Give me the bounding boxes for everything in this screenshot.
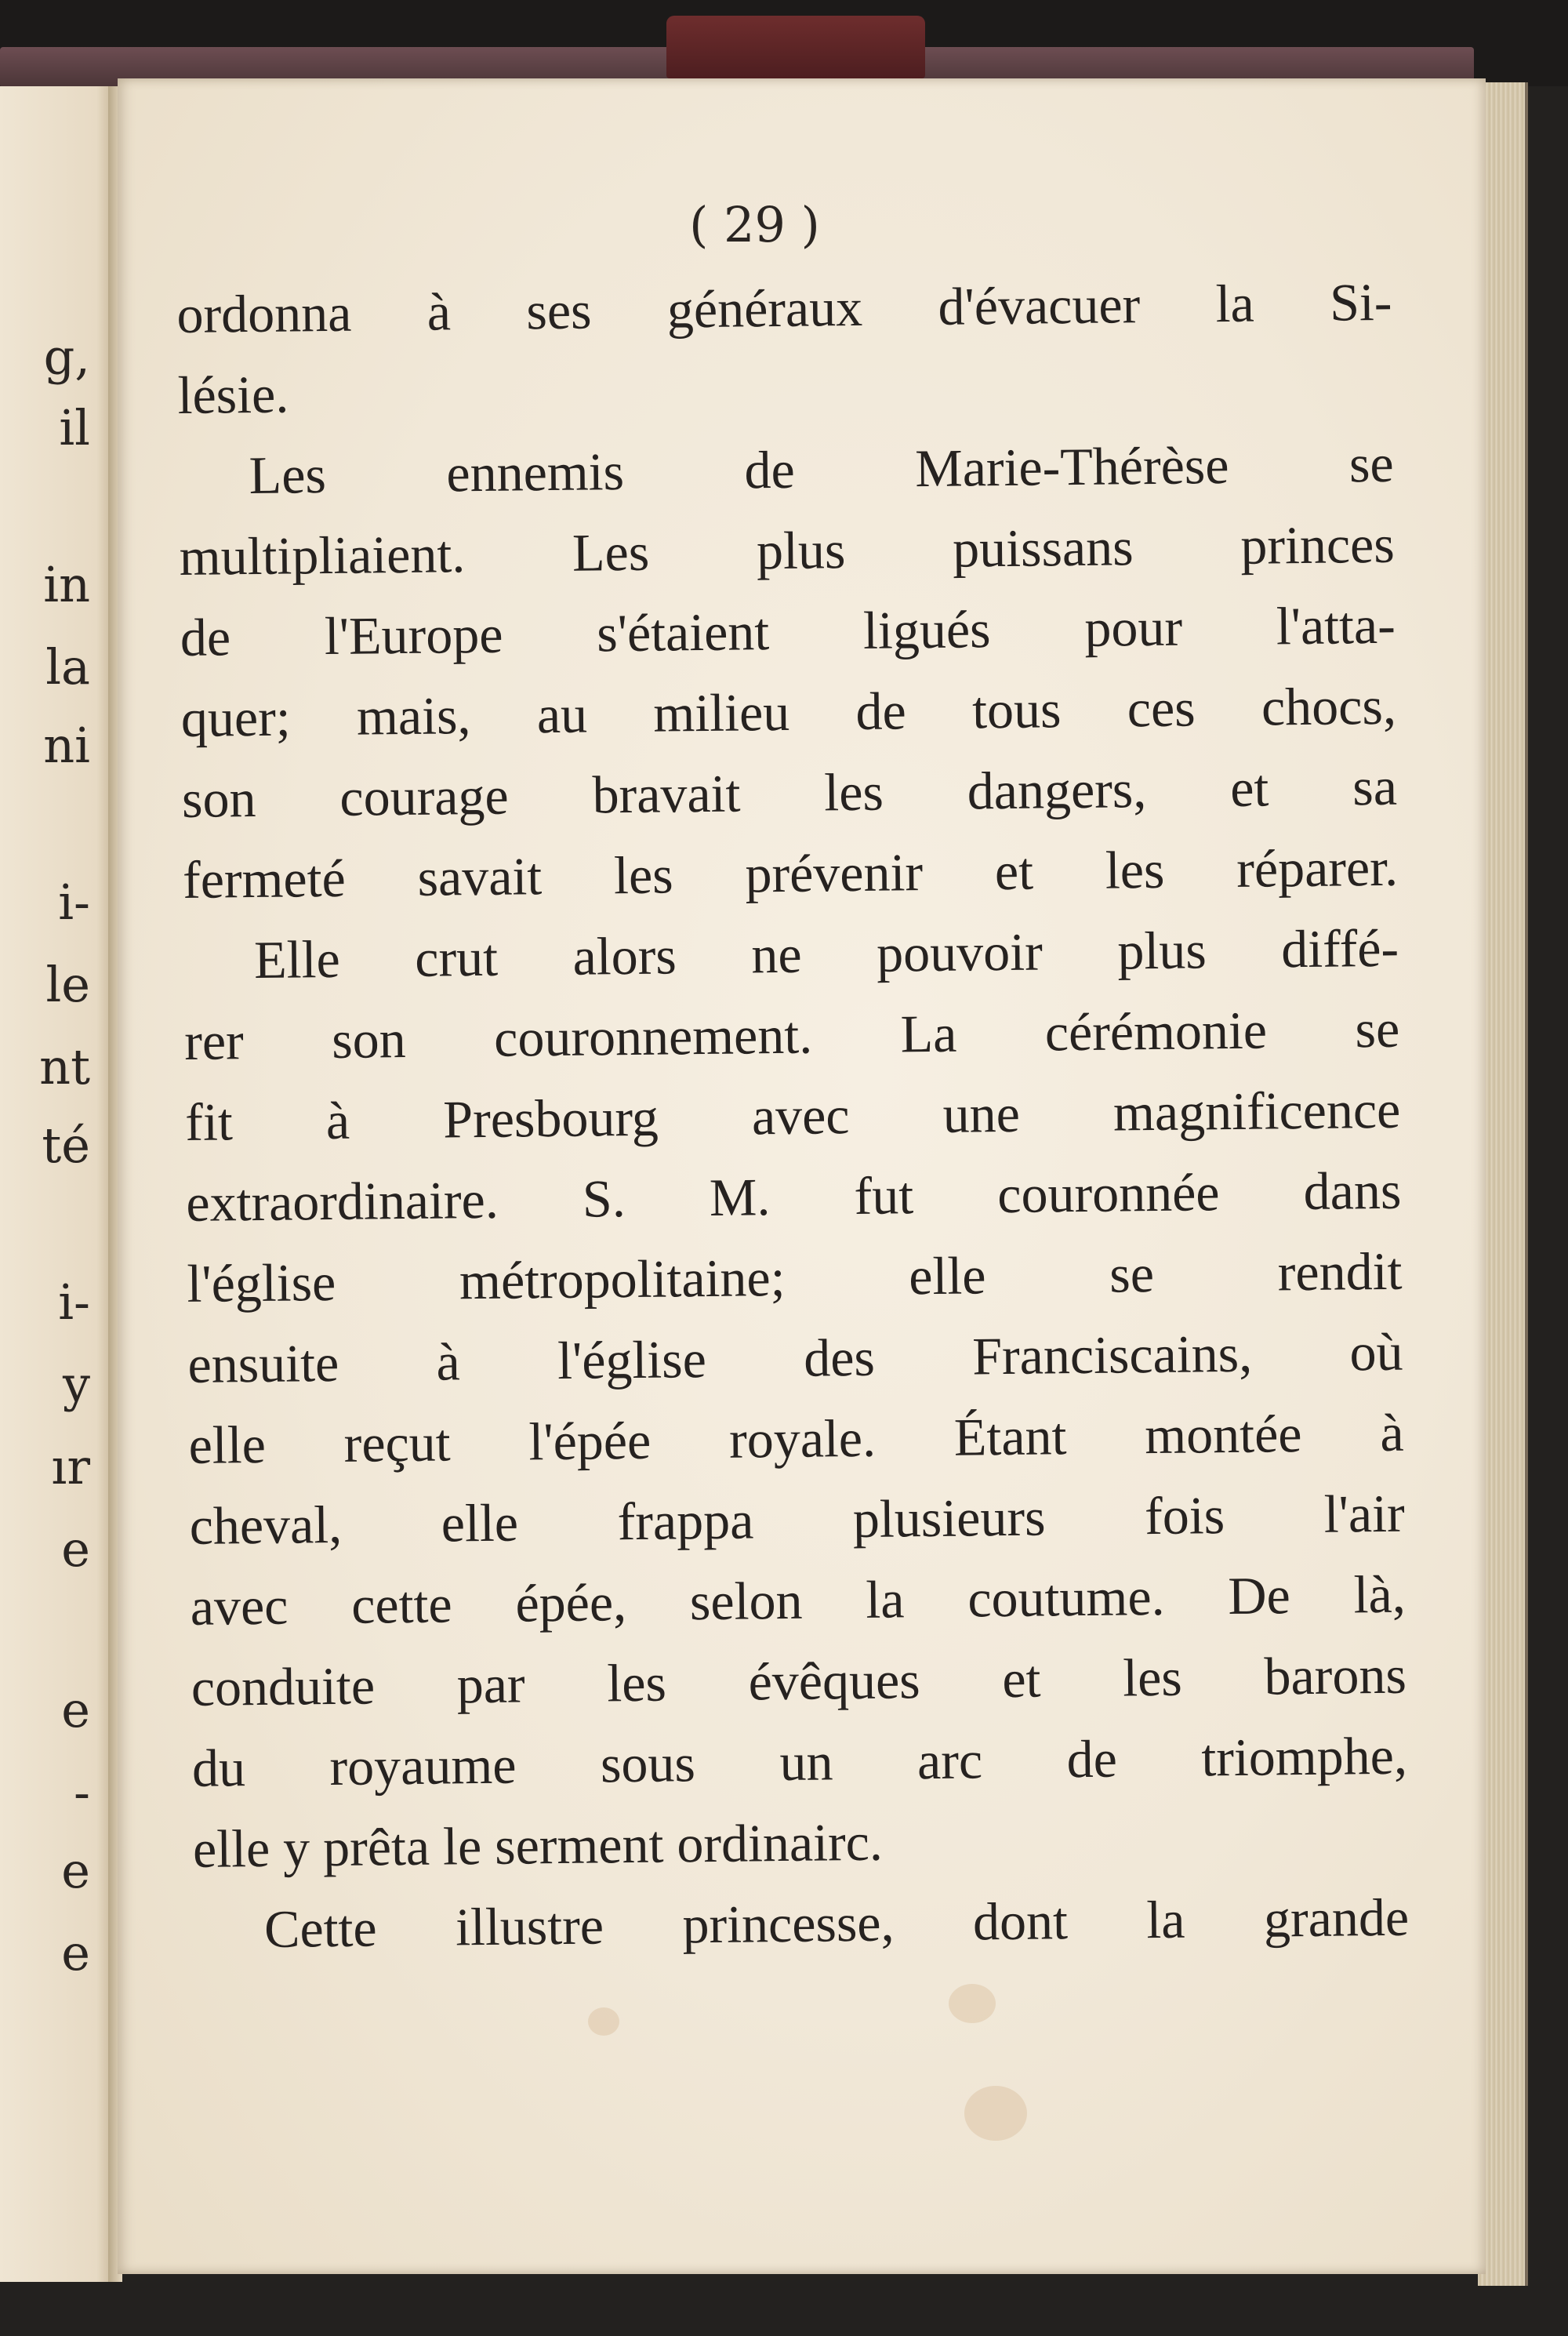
left-page-fragment: ni (43, 717, 90, 774)
left-page-fragment: nt (39, 1038, 90, 1095)
left-page-fragment: in (43, 556, 90, 613)
left-page-fragment: e (61, 1924, 90, 1982)
text-line: rer son couronnement. La cérémonie se (183, 998, 1400, 1071)
text-line: conduite par les évêques et les barons (191, 1644, 1407, 1717)
paper-stain (964, 2086, 1027, 2141)
paper-stain (588, 2007, 619, 2036)
main-page (118, 78, 1486, 2274)
left-page-fragment: g, (43, 329, 90, 386)
text-line: son courage bravait les dangers, et sa (181, 756, 1398, 829)
text-line: extraordinaire. S. M. fut couronnée dans (186, 1160, 1402, 1233)
left-page-fragment: - (74, 1764, 90, 1821)
text-line: lésie. (177, 364, 289, 425)
text-line: de l'Europe s'étaient ligués pour l'atta- (180, 594, 1396, 667)
left-page-fragment: la (45, 638, 90, 696)
text-line: multipliaient. Les plus puissans princes (179, 514, 1396, 587)
left-page-fragment: e (61, 1681, 90, 1738)
page-number: ( 29 ) (689, 196, 820, 253)
left-page (0, 86, 114, 2282)
left-page-fragment: e (61, 1520, 90, 1578)
text-line: ensuite à l'église des Franciscains, où (187, 1321, 1403, 1394)
text-line: avec cette épée, selon la coutume. De là, (190, 1564, 1406, 1637)
left-page-fragment: ır (51, 1438, 90, 1495)
left-page-fragment: e (61, 1842, 90, 1899)
paper-stain (949, 1984, 996, 2023)
text-line: ordonna à ses généraux d'évacuer la Si- (176, 271, 1392, 344)
text-line: Cette illustre princesse, dont la grande (263, 1887, 1410, 1959)
text-line: du royaume sous un arc de triomphe, (191, 1725, 1408, 1798)
text-line: elle reçut l'épée royale. Étant montée à (188, 1402, 1404, 1475)
text-line: cheval, elle frappa plusieurs fois l'air (189, 1483, 1406, 1556)
text-line: l'église métropolitaine; elle se rendit (187, 1241, 1403, 1313)
body-text (176, 262, 1410, 1971)
left-page-fragment: i- (58, 1273, 90, 1331)
text-line: Les ennemis de Marie-Thérèse se (249, 433, 1395, 506)
left-page-fragment: il (59, 399, 90, 456)
left-page-fragment: y (62, 1356, 90, 1413)
text-line: quer; mais, au milieu de tous ces chocs, (180, 675, 1397, 748)
bookmark-ribbon (666, 16, 925, 78)
left-page-fragment: le (45, 956, 90, 1013)
text-line: fit à Presbourg avec une magnificence (184, 1079, 1401, 1152)
left-page-fragment: i- (58, 874, 90, 931)
left-page-fragment: té (42, 1117, 90, 1174)
text-line: elle y prêta le serment ordinairc. (192, 1811, 884, 1879)
text-line: Elle crut alors ne pouvoir plus diffé- (253, 917, 1399, 990)
text-line: fermeté savait les prévenir et les réparer. (182, 837, 1399, 910)
